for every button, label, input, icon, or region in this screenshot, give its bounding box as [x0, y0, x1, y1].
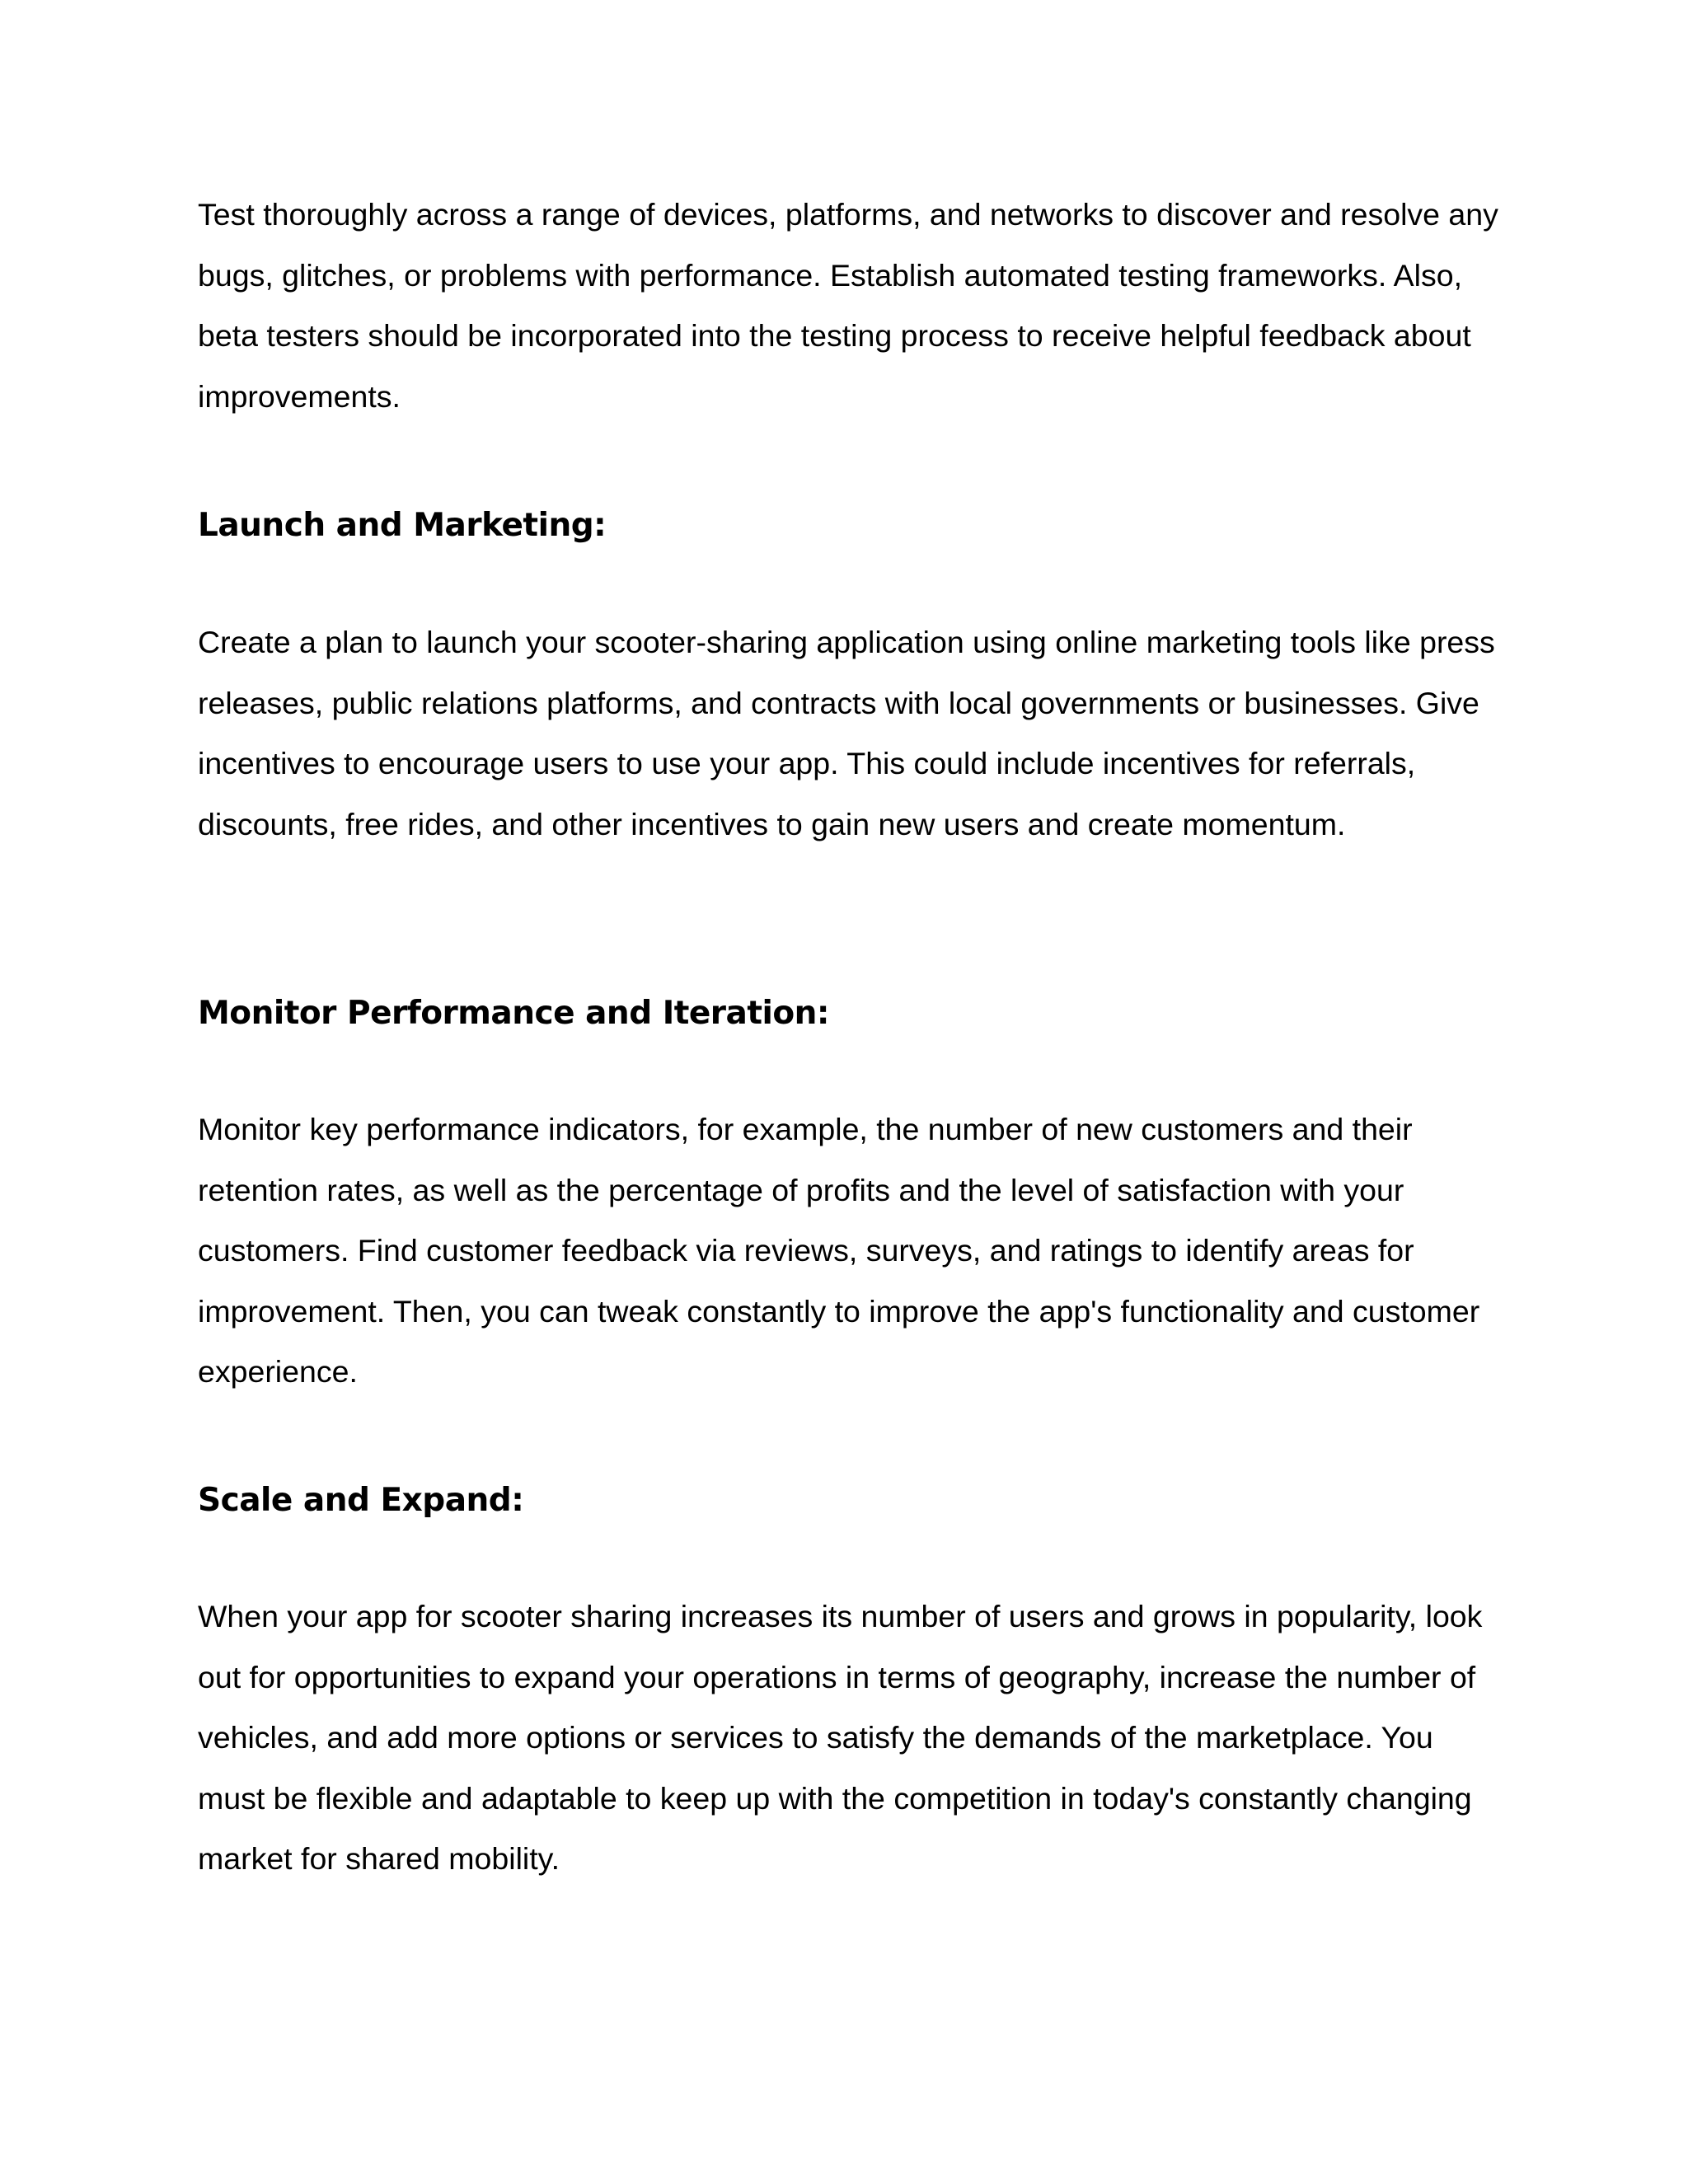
monitor-performance-heading: Monitor Performance and Iteration: — [198, 995, 830, 1032]
launch-marketing-paragraph: Create a plan to launch your scooter-sharing application using online marketing tools like press releases, public relations platforms, and contracts with local governments or businesses. Give incentives to encourage users to use your app. This could include incentives for referrals, discounts, free rides, and other incentives to gain new users and create momentum. — [198, 625, 1495, 841]
monitor-performance-paragraph: Monitor key performance indicators, for example, the number of new customers and their retention rates, as well as the percentage of profits and the level of satisfaction with your customers. Find customer feedback via reviews, surveys, and ratings to identify areas for improvement. Then, you can tweak constantly to improve the app's functionality and customer experience. — [198, 1112, 1480, 1389]
scale-expand-paragraph: When your app for scooter sharing increases its number of users and grows in popularity, look out for opportunities to expand your operations in terms of geography, increase the number of vehicles, and add more options or services to satisfy the demands of the marketplace. You must be flexible and adaptable to keep up with the competition in today's constantly changing market for shared mobility. — [198, 1599, 1483, 1876]
scale-expand-heading: Scale and Expand: — [198, 1482, 524, 1519]
testing-paragraph: Test thoroughly across a range of devices, platforms, and networks to discover and resolve any bugs, glitches, or problems with performance. Establish automated testing frameworks. Also, beta testers should be incorporated into the testing process to receive helpful feedback about improvements. — [198, 197, 1498, 414]
launch-marketing-heading: Launch and Marketing: — [198, 507, 607, 544]
